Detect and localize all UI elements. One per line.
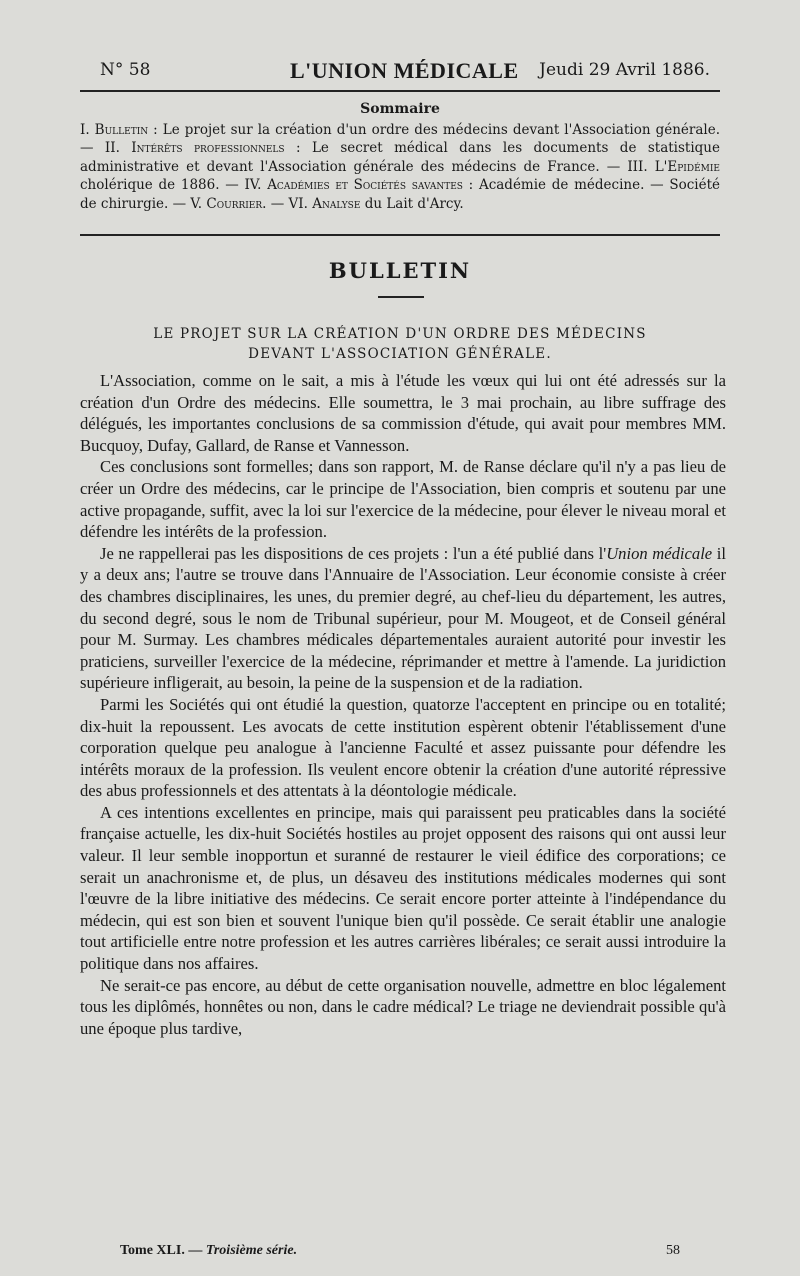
sommaire-rubric: Intérêts professionnels <box>131 140 285 156</box>
paragraph-4: Parmi les Sociétés qui ont étudié la question, quatorze l'acceptent en principe ou en totalité; dix-huit la repoussent. Les avocats de cette institution espèrent obtenir l'établissement d'une corporation quelque peu analogue à l'ancienne Faculté et assez puissante pour défendre les intérêts moraux de la profession. Ils veulent encore obtenir la création d'une autorité répressive des abus professionnels et des attentats à la déontologie médicale. <box>80 694 726 801</box>
sommaire-rubric: Académies et Sociétés savantes <box>267 177 463 193</box>
header-rule <box>80 90 720 92</box>
sommaire-part: . — VI. <box>262 195 313 212</box>
paragraph-2: Ces conclusions sont formelles; dans son rapport, M. de Ranse déclare qu'il n'y a pas lieu de créer un Ordre des médecins, car le principe de l'Association, bien compris et soutenu par une active propagande, suffit, avec la loi sur l'exercice de la médecine, pour élever le niveau moral et défendre les intérêts de la profession. <box>80 457 726 542</box>
journal-name-italic: Union médicale <box>606 543 713 563</box>
article-body <box>80 370 726 1039</box>
sommaire-part: I. <box>80 121 95 138</box>
sommaire-rubric: Analyse <box>312 195 361 212</box>
sommaire-part: : Le secret médical dans les documents de statistique administrative et devant l'Association générale des médecins de France. — III. <box>80 140 720 175</box>
sommaire-rule <box>80 234 720 236</box>
issue-number: N° 58 <box>100 60 151 80</box>
tome-number: Tome XLI. — <box>120 1243 203 1258</box>
sommaire-part: : Académie de médecine. — Société de chirurgie. — V. <box>80 177 720 212</box>
subtitle-line-2: DEVANT L'ASSOCIATION GÉNÉRALE. <box>248 346 552 362</box>
sommaire-rubric: Courrier <box>206 195 263 212</box>
paragraph-1: L'Association, comme on le sait, a mis à l'étude les vœux qui lui ont été adressés sur la création d'un Ordre des médecins. Elle soumettra, le 3 mai prochain, au libre suffrage des délégués, les importantes conclusions de sa commission d'étude, qui avait pour membres MM. Bucquoy, Dufay, Gallard, de Ranse et Vannesson. <box>80 371 726 455</box>
sommaire-rubric: Bulletin <box>94 121 149 138</box>
paragraph-6: Ne serait-ce pas encore, au début de cette organisation nouvelle, admettre en bloc légalement tous les diplômés, honnêtes ou non, dans le cadre médical? Le triage ne deviendrait possible qu'à une époque plus tardive, <box>80 975 726 1038</box>
sommaire-text <box>80 121 720 214</box>
sommaire-part: : Le projet sur la création d'un ordre des médecins devant l'Association générale. — II. <box>80 121 721 156</box>
running-header <box>100 58 710 86</box>
paragraph-3-part: Je ne rappellerai pas les dispositions de ces projets : l'un a été publié dans l' <box>100 543 607 563</box>
sommaire-rubric: L'Epidémie <box>654 158 720 175</box>
page-footer <box>120 1243 680 1265</box>
tome-label <box>120 1243 297 1259</box>
paragraph-5: A ces intentions excellentes en principe, mais qui paraissent peu praticables dans la société française actuelle, les dix-huit Sociétés hostiles au projet opposent des raisons qui ont aussi leur valeur. Il leur semble inopportun et suranné de restaurer le vieil édifice des corporations; ce serait un anachronisme et, de plus, un désaveu des institutions médicales modernes qui sont l'œuvre de la libre initiative des médecins. Ce serait encore porter atteinte à l'indépendance du médecin, qui est son bien et souvent l'unique bien qu'il possède. Ce serait établir une analogie tout artificielle entre notre profession et les autres carrières libérales; ce serait aussi introduire la politique dans nos affaires. <box>80 802 726 974</box>
journal-title: L'UNION MÉDICALE <box>290 58 519 83</box>
sommaire-part: cholérique de 1886. — IV. <box>80 177 268 193</box>
sommaire-section <box>80 100 720 213</box>
bulletin-rule <box>378 296 424 298</box>
paragraph-3-part: il y a deux ans; l'autre se trouve dans l'Annuaire de l'Association. Leur économie consiste à créer des chambres disciplinaires, les unes, du premier degré, au chef-lieu du département, les autres, du second degré, sous le nom de Tribunal supérieur, pour M. Mougeot, et de Conseil général pour M. Surmay. Les chambres médicales départementales auraient autorité pour investir les praticiens, surveiller l'exercice de la médecine, réprimander et mettre à l'amende. La juridiction supérieure infligerait, au besoin, la peine de la suspension et de la radiation. <box>80 543 727 693</box>
page-number: 58 <box>666 1243 680 1258</box>
article-subtitle <box>80 324 720 364</box>
paragraph-3 <box>80 543 726 694</box>
subtitle-line-1: LE PROJET SUR LA CRÉATION D'UN ORDRE DES MÉDECINS <box>153 326 647 342</box>
issue-date: Jeudi 29 Avril 1886. <box>539 60 710 80</box>
sommaire-part: du Lait d'Arcy. <box>360 195 464 212</box>
sommaire-heading: Sommaire <box>360 101 440 117</box>
bulletin-heading: BULLETIN <box>328 258 472 283</box>
series-label: Troisième série. <box>202 1243 298 1258</box>
